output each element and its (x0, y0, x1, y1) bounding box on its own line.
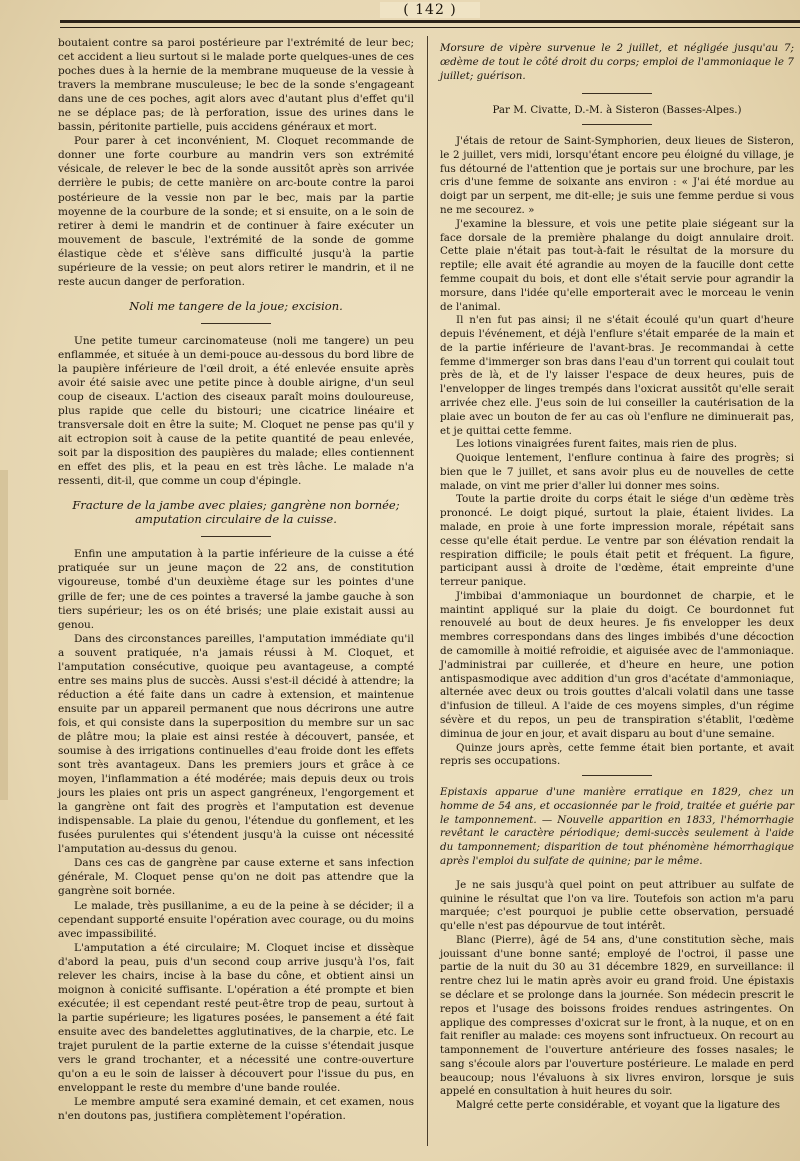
paragraph: Les lotions vinaigrées furent faites, mais rien de plus. (456, 438, 738, 451)
paragraph: Une petite tumeur carcinomateuse (noli me tangere) un peu enflammée, et située à un demi-pouce au-dessous du bord libre de la paupière inférieure de l'œil droit, a été enlevée ensuite après avoir été saisie avec une petite pince à double airigne, d'un seul coup de ciseaux. L'action des ciseaux paraît moins douloureuse, plus rapide que celle du bistouri; une cicatrice linéaire et transversale doit en être la suite; M. Cloquet ne pense pas qu'il y ait ectropion soit à cause de la petite quantité de peau enlevée, soit par la disposition des paupières du malade; elles contiennent en effet des plis, et la peau en est très lâche. Le malade n'a ressenti, dit-il, que comme un coup d'épingle. (58, 334, 414, 488)
paragraph: Blanc (Pierre), âgé de 54 ans, d'une constitution sèche, mais jouissant d'une bonne santé; employé de l'octroi, il passe une partie de la nuit du 30 au 31 décembre 1829, en surveillance: il rentre chez lui le matin après avoir eu grand froid. Une épistaxis se déclare et se prolonge dans la journée. Son médecin prescrit le repos et l'usage des boissons froides rendues astringentes. On applique des compresses d'oxicrat sur le front, à la nuque, et on en fait renifler au malade: ces moyens sont infructueux. On recourt au tamponnement de l'ouverture antérieure des fosses nasales; le sang s'écoule alors par l'ouverture postérieure. Le malade en perd beaucoup; nous l'évaluons à six livres environ, lorsque je suis appelé en consultation à huit heures du soir. (440, 933, 794, 1098)
paragraph: J'étais de retour de Saint-Symphorien, deux lieues de Sisteron, le 2 juillet, vers midi, lorsqu'étant encore peu éloigné du village, je fus détourné de l'attention que je portais sur une brochure, par les cris d'une femme de soixante ans environ : « J'ai été mordue au doigt par un serpent, me dit-elle; je suis une femme perdue si vous ne me secourez. » (440, 135, 794, 217)
heading-rule (201, 323, 271, 324)
paragraph: Quinze jours après, cette femme était bien portante, et avait repris ses occupations. (440, 741, 794, 768)
page-number: ( 142 ) (380, 2, 480, 18)
header-rule-thin (60, 27, 800, 28)
paragraph: Dans des circonstances pareilles, l'amputation immédiate qu'il a souvent pratiquée, n'a jamais réussi à M. Cloquet, et l'amputation consécutive, quoique peu avantageuse, a compté entre ses mains plus de succès. Aussi s'est-il décidé à attendre; la réduction a été faite dans un cadre à extension, et maintenue ensuite par un appareil permanent que nous décrirons une autre fois, et qui consiste dans la superposition du membre sur un sac de plâtre mou; la plaie est ainsi restée à découvert, pansée, et soumise à des irrigations continuelles d'eau froide dont les effets sont très avantageux. Dans les premiers jours et grâce à ce moyen, l'inflammation a été modérée; mais depuis deux ou trois jours les plaies ont pris un aspect gangréneux, l'engorgement et la gangrène ont fait des progrès et l'amputation est devenue indispensable. La plaie du genou, l'étendue du gonflement, et les fusées purulentes qui s'étendent jusqu'à la cuisse ont nécessité l'amputation au-dessus du genou. (58, 632, 414, 856)
paragraph: Toute la partie droite du corps était le siége d'un œdème très prononcé. Le doigt piqué, surtout la plaie, étaient livides. La malade, en proie à une forte impression morale, répétait sans cesse qu'elle était perdue. Le ventre par son élévation rendait la respiration difficile; le pouls était petit et fréquent. La figure, participant aussi à droite de l'œdème, était empreinte d'une terreur panique. (440, 493, 794, 589)
paragraph: L'amputation a été circulaire; M. Cloquet incise et dissèque d'abord la peau, puis d'un second coup arrive jusqu'à l'os, fait relever les chairs, incise à la base du cône, et obtient ainsi un moignon à conicité suffisante. L'opération a été prompte et bien exécutée; il est cependant resté peut-être trop de peau, surtout à la partie supérieure; les ligatures posées, le pansement a été fait ensuite avec des bandelettes agglutinatives, de la charpie, etc. Le trajet purulent de la partie externe de la cuisse s'étendait jusque vers le grand trochanter, et a nécessité une contre-ouverture qu'on a eu le soin de laisser à découvert pour l'issue du pus, en enveloppant le reste du membre d'une bande roulée. (58, 941, 414, 1095)
paragraph: J'examine la blessure, et vois une petite plaie siégeant sur la face dorsale de la première phalange du doigt annulaire droit. Cette plaie n'était pas tout-à-fait le résultat de la morsure du reptile; elle avait été agrandie au moyen de la faucille dont cette femme coupait du bois, et dont elle s'était servie pour agrandir la morsure, dans l'idée qu'elle emporterait avec le morceau le venin de l'animal. (440, 217, 794, 313)
heading-rule (582, 93, 652, 94)
heading-rule (582, 775, 652, 776)
section-heading: Noli me tangere de la joue; excision. (129, 298, 343, 313)
article-heading: Epistaxis apparue d'une manière erratique en 1829, chez un homme de 54 ans, et occasionnée par le froid, traitée et guérie par le tamponnement. — Nouvelle apparition en 1833, l'hémorrhagie revêtant le caractère périodique; demi-succès seulement à l'aide du tamponnement; disparition de tout phénomène hémorrhagique après l'emploi du sulfate de quinine; par le même. (440, 786, 794, 867)
paragraph: Malgré cette perte considérable, et voyant que la ligature des (456, 1099, 781, 1112)
paragraph: Pour parer à cet inconvénient, M. Cloquet recommande de donner une forte courbure au mandrin vers son extrémité vésicale, de relever le bec de la sonde aussitôt après son arrivée derrière le pubis; de cette manière on arc-boute contre la paroi postérieure de la vessie non par le bec, mais par la partie moyenne de la courbure de la sonde; et si ensuite, on a le soin de retirer à demi le mandrin et de continuer à faire exécuter un mouvement de bascule, l'extrémité de la sonde de gomme élastique cède et s'élève sans difficulté jusqu'à la partie supérieure de la vessie; on peut alors retirer le mandrin, et il ne reste aucun danger de perforation. (58, 135, 414, 288)
paragraph: Je ne sais jusqu'à quel point on peut attribuer au sulfate de quinine le résultat que l'on va lire. Toutefois son action m'a paru marquée; c'est pourquoi je publie cette observation, persuadé qu'elle n'est pas dépourvue de tout intérêt. (440, 878, 794, 933)
header-rule (60, 20, 800, 23)
paragraph: boutaient contre sa paroi postérieure par l'extrémité de leur bec; cet accident a lieu surtout si le malade porte quelques-unes de ces poches dues à la hernie de la membrane muqueuse de la vessie à travers la membrane musculeuse; le bec de la sonde s'engageant dans une de ces poches, agit alors avec d'autant plus d'effet qu'il ne se déplace pas; de là perforation, issue des urines dans le bassin, péritonite partielle, puis accidens généraux et mort. (58, 37, 414, 134)
section-heading: Fracture de la jambe avec plaies; gangrène non bornée; amputation circulaire de la cuisse. (72, 498, 400, 527)
right-column (440, 36, 794, 1113)
article-heading: Morsure de vipère survenue le 2 juillet, et négligée jusqu'au 7; œdème de tout le côté droit du corps; emploi de l'ammoniaque le 7 juillet; guérison. (440, 42, 794, 82)
paragraph: Il n'en fut pas ainsi; il ne s'était écoulé qu'un quart d'heure depuis l'événement, et déjà l'enflure s'était emparée de la main et de la partie inférieure de l'avant-bras. Je recommandai à cette femme d'immerger son bras dans l'eau d'un torrent qui coulait tout près de là, et de l'y laisser l'espace de deux heures, puis de l'envelopper de linges trempés dans l'oxicrat aussitôt qu'elle serait arrivée chez elle. J'eus soin de lui conseiller la cautérisation de la plaie avec un bouton de fer au cas où l'enflure ne diminuerait pas, et je quittai cette femme. (440, 314, 794, 437)
paragraph: Enfin une amputation à la partie inférieure de la cuisse a été pratiquée sur un jeune maçon de 22 ans, de constitution vigoureuse, tombé d'un deuxième étage sur les pointes d'une grille de fer; une de ces pointes a traversé la jambe gauche à son tiers supérieur; les os on été brisés; une plaie existait aussi au genou. (58, 548, 414, 631)
left-column (58, 36, 414, 1123)
paragraph: J'imbibai d'ammoniaque un bourdonnet de charpie, et le maintint appliqué sur la plaie du doigt. Ce bourdonnet fut renouvelé au bout de deux heures. Je fis envelopper les deux membres correspondans dans des linges imbibés d'une décoction de camomille à moitié refroidie, et aiguisée avec de l'ammoniaque. J'administrai par cuillerée, et d'heure en heure, une potion antispasmodique avec addition d'un gros d'acétate d'ammoniaque, alternée avec deux ou trois gouttes d'alcali volatil dans une tasse d'infusion de tilleul. A l'aide de ces moyens simples, d'un régime sévère et du repos, un peu de transpiration s'établit, l'œdème diminua de jour en jour, et avait disparu au bout d'une semaine. (440, 589, 794, 740)
column-divider (427, 36, 428, 1146)
paragraph: Le membre amputé sera examiné demain, et cet examen, nous n'en doutons pas, justifiera complètement l'opération. (58, 1096, 414, 1123)
heading-rule (201, 536, 271, 537)
heading-rule (582, 124, 652, 125)
paragraph: Quoique lentement, l'enflure continua à faire des progrès; si bien que le 7 juillet, et sans avoir plus eu de nouvelles de cette malade, on vint me prier d'aller lui donner mes soins. (440, 452, 794, 492)
page-edge-stain (0, 470, 8, 800)
paragraph: Le malade, très pusillanime, a eu de la peine à se décider; il a cependant supporté ensuite l'opération avec courage, ou du moins avec impassibilité. (58, 899, 414, 940)
paragraph: Dans ces cas de gangrène par cause externe et sans infection générale, M. Cloquet pense qu'on ne doit pas attendre que la gangrène soit bornée. (58, 857, 414, 898)
author-line: Par M. Civatte, D.-M. à Sisteron (Basses-Alpes.) (492, 104, 742, 117)
